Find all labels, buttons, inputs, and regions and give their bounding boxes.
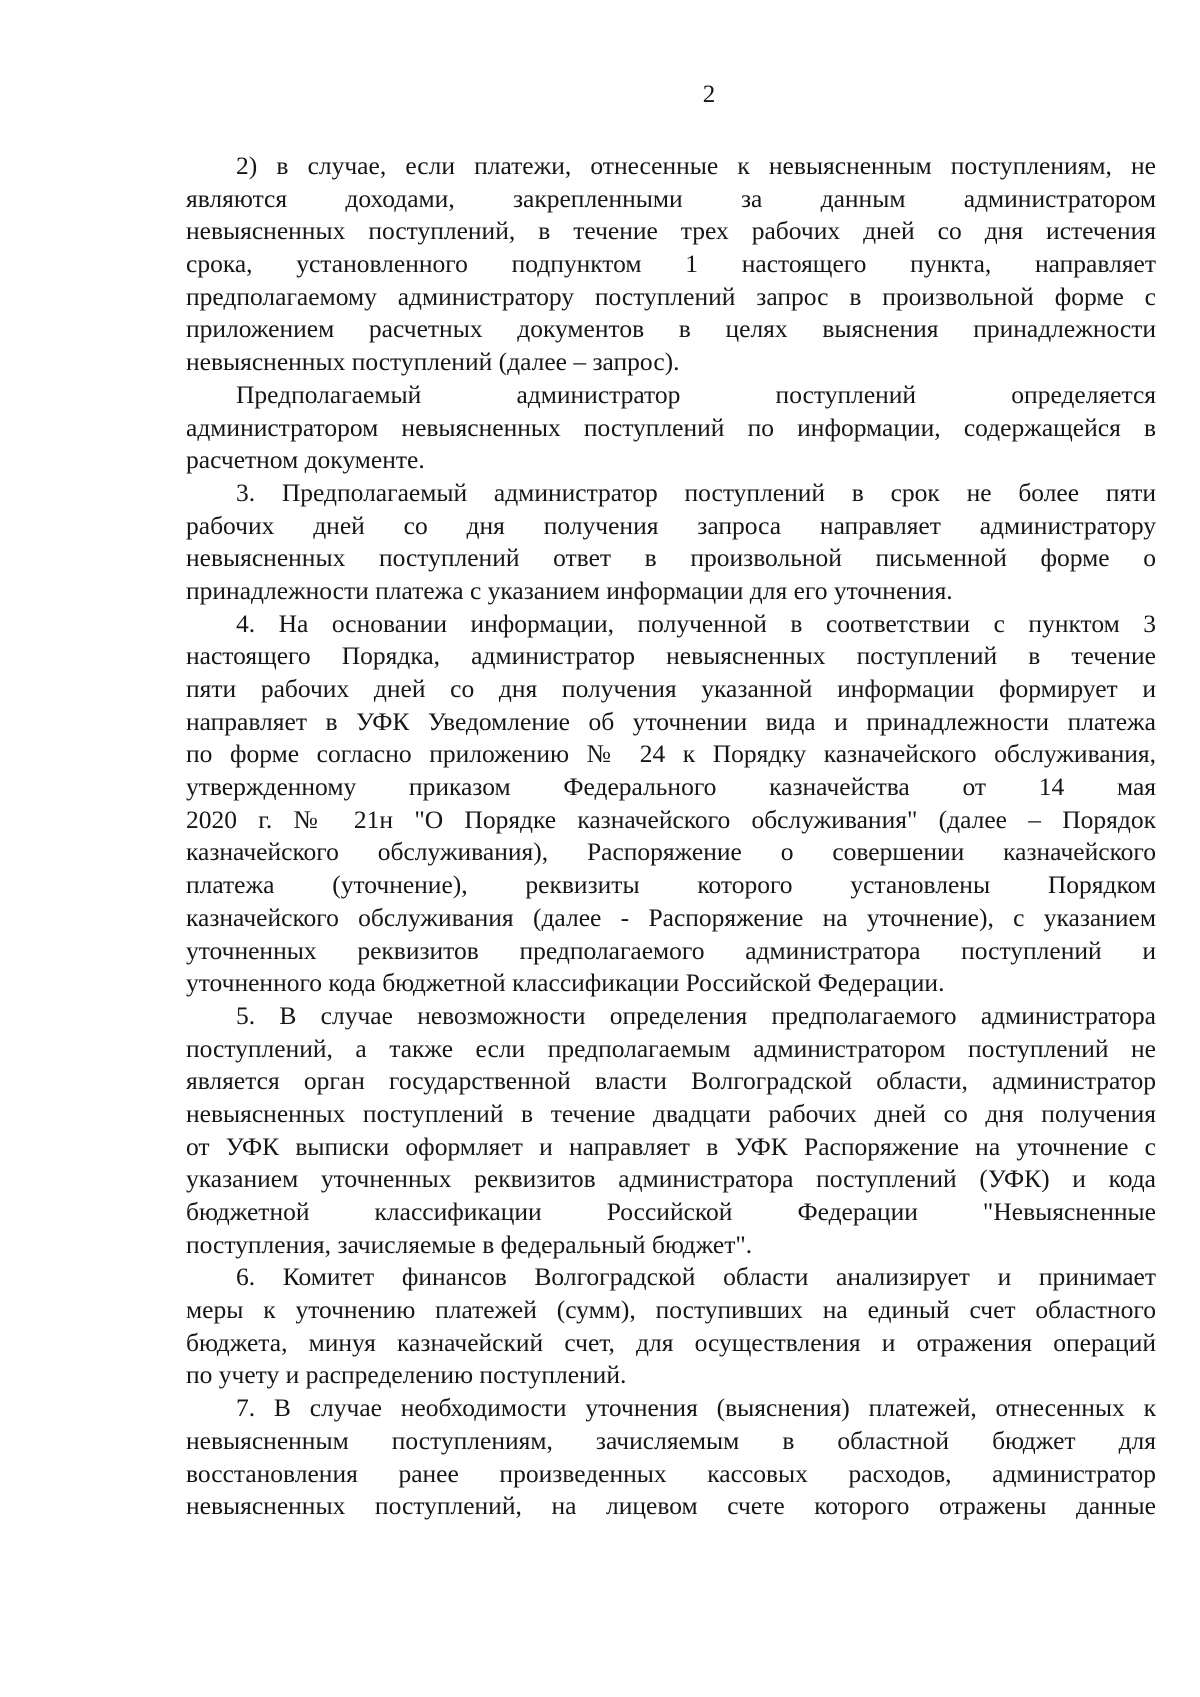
paragraph-line: казначейского обслуживания), Распоряжение о совершении казначейского bbox=[186, 837, 1156, 867]
paragraph-line: невыясненных поступлений в течение двадцати рабочих дней со дня получения bbox=[186, 1098, 1156, 1128]
paragraph-line: невыясненных поступлений, на лицевом счете которого отражены данные bbox=[186, 1491, 1156, 1521]
paragraph bbox=[186, 379, 1156, 477]
paragraph-line: уточненного кода бюджетной классификации Российской Федерации. bbox=[186, 968, 945, 998]
paragraph-line: приложением расчетных документов в целях выяснения принадлежности bbox=[186, 314, 1156, 344]
paragraph-line: 7. В случае необходимости уточнения (выяснения) платежей, отнесенных к bbox=[236, 1393, 1156, 1423]
paragraph-line: настоящего Порядка, администратор невыясненных поступлений в течение bbox=[186, 641, 1156, 671]
paragraph-line: по учету и распределению поступлений. bbox=[186, 1360, 627, 1390]
paragraph-line: пяти рабочих дней со дня получения указанной информации формирует и bbox=[186, 674, 1156, 703]
paragraph-line: по форме согласно приложению № 24 к Порядку казначейского обслуживания, bbox=[186, 739, 1156, 769]
paragraph-line: поступлений, а также если предполагаемым администратором поступлений не bbox=[186, 1033, 1156, 1063]
paragraph-line: поступления, зачисляемые в федеральный бюджет". bbox=[186, 1229, 753, 1259]
paragraph-line: меры к уточнению платежей (сумм), поступивших на единый счет областного bbox=[186, 1295, 1156, 1325]
paragraph bbox=[186, 150, 1156, 379]
paragraph bbox=[186, 477, 1156, 608]
paragraph-line: направляет в УФК Уведомление об уточнении вида и принадлежности платежа bbox=[186, 706, 1156, 736]
paragraph-line: Предполагаемый администратор поступлений определяется bbox=[236, 379, 1156, 409]
paragraph-line: 6. Комитет финансов Волгоградской области анализирует и принимает bbox=[236, 1262, 1156, 1292]
paragraph-line: рабочих дней со дня получения запроса направляет администратору bbox=[186, 510, 1156, 540]
paragraph-line: принадлежности платежа с указанием информации для его уточнения. bbox=[186, 575, 953, 605]
paragraph-line: указанием уточненных реквизитов администратора поступлений (УФК) и кода bbox=[186, 1164, 1156, 1194]
paragraph-line: бюджета, минуя казначейский счет, для осуществления и отражения операций bbox=[186, 1327, 1156, 1357]
paragraph-line: расчетном документе. bbox=[186, 445, 425, 475]
paragraph bbox=[186, 1000, 1156, 1262]
paragraph-line: невыясненным поступлениям, зачисляемым в областной бюджет для bbox=[186, 1425, 1156, 1455]
paragraph-line: предполагаемому администратору поступлений запрос в произвольной форме с bbox=[186, 281, 1156, 311]
paragraph-line: невыясненных поступлений (далее – запрос). bbox=[186, 347, 680, 377]
paragraph bbox=[186, 1392, 1156, 1523]
paragraph-line: платежа (уточнение), реквизиты которого установлены Порядком bbox=[186, 870, 1156, 900]
page-number: 2 bbox=[702, 81, 716, 108]
paragraph-line: 2) в случае, если платежи, отнесенные к невыясненным поступлениям, не bbox=[236, 151, 1156, 180]
paragraph-line: казначейского обслуживания (далее - Распоряжение на уточнение), с указанием bbox=[186, 902, 1156, 932]
paragraph bbox=[186, 608, 1156, 1000]
paragraph-line: срока, установленного подпунктом 1 настоящего пункта, направляет bbox=[186, 249, 1156, 279]
paragraph-line: администратором невыясненных поступлений по информации, содержащейся в bbox=[186, 412, 1156, 442]
paragraph-line: от УФК выписки оформляет и направляет в УФК Распоряжение на уточнение с bbox=[186, 1131, 1156, 1161]
paragraph-line: утвержденному приказом Федерального казначейства от 14 мая bbox=[186, 772, 1156, 802]
paragraph-line: 4. На основании информации, полученной в соответствии с пунктом 3 bbox=[236, 608, 1156, 638]
paragraph-line: 2020 г. № 21н "О Порядке казначейского обслуживания" (далее – Порядок bbox=[186, 804, 1156, 834]
paragraph-line: невыясненных поступлений ответ в произвольной письменной форме о bbox=[186, 543, 1156, 573]
paragraph bbox=[186, 1261, 1156, 1392]
paragraph-line: уточненных реквизитов предполагаемого администратора поступлений и bbox=[186, 935, 1156, 965]
paragraph-line: 5. В случае невозможности определения предполагаемого администратора bbox=[236, 1000, 1156, 1030]
paragraph-line: восстановления ранее произведенных кассовых расходов, администратор bbox=[186, 1458, 1156, 1488]
paragraph-line: бюджетной классификации Российской Федерации "Невыясненные bbox=[186, 1197, 1156, 1226]
paragraph-line: является орган государственной власти Волгоградской области, администратор bbox=[186, 1066, 1156, 1096]
document-body bbox=[186, 150, 1156, 1523]
paragraph-line: невыясненных поступлений, в течение трех рабочих дней со дня истечения bbox=[186, 216, 1156, 246]
paragraph-line: 3. Предполагаемый администратор поступлений в срок не более пяти bbox=[236, 477, 1156, 507]
paragraph-line: являются доходами, закрепленными за данным администратором bbox=[186, 183, 1156, 213]
